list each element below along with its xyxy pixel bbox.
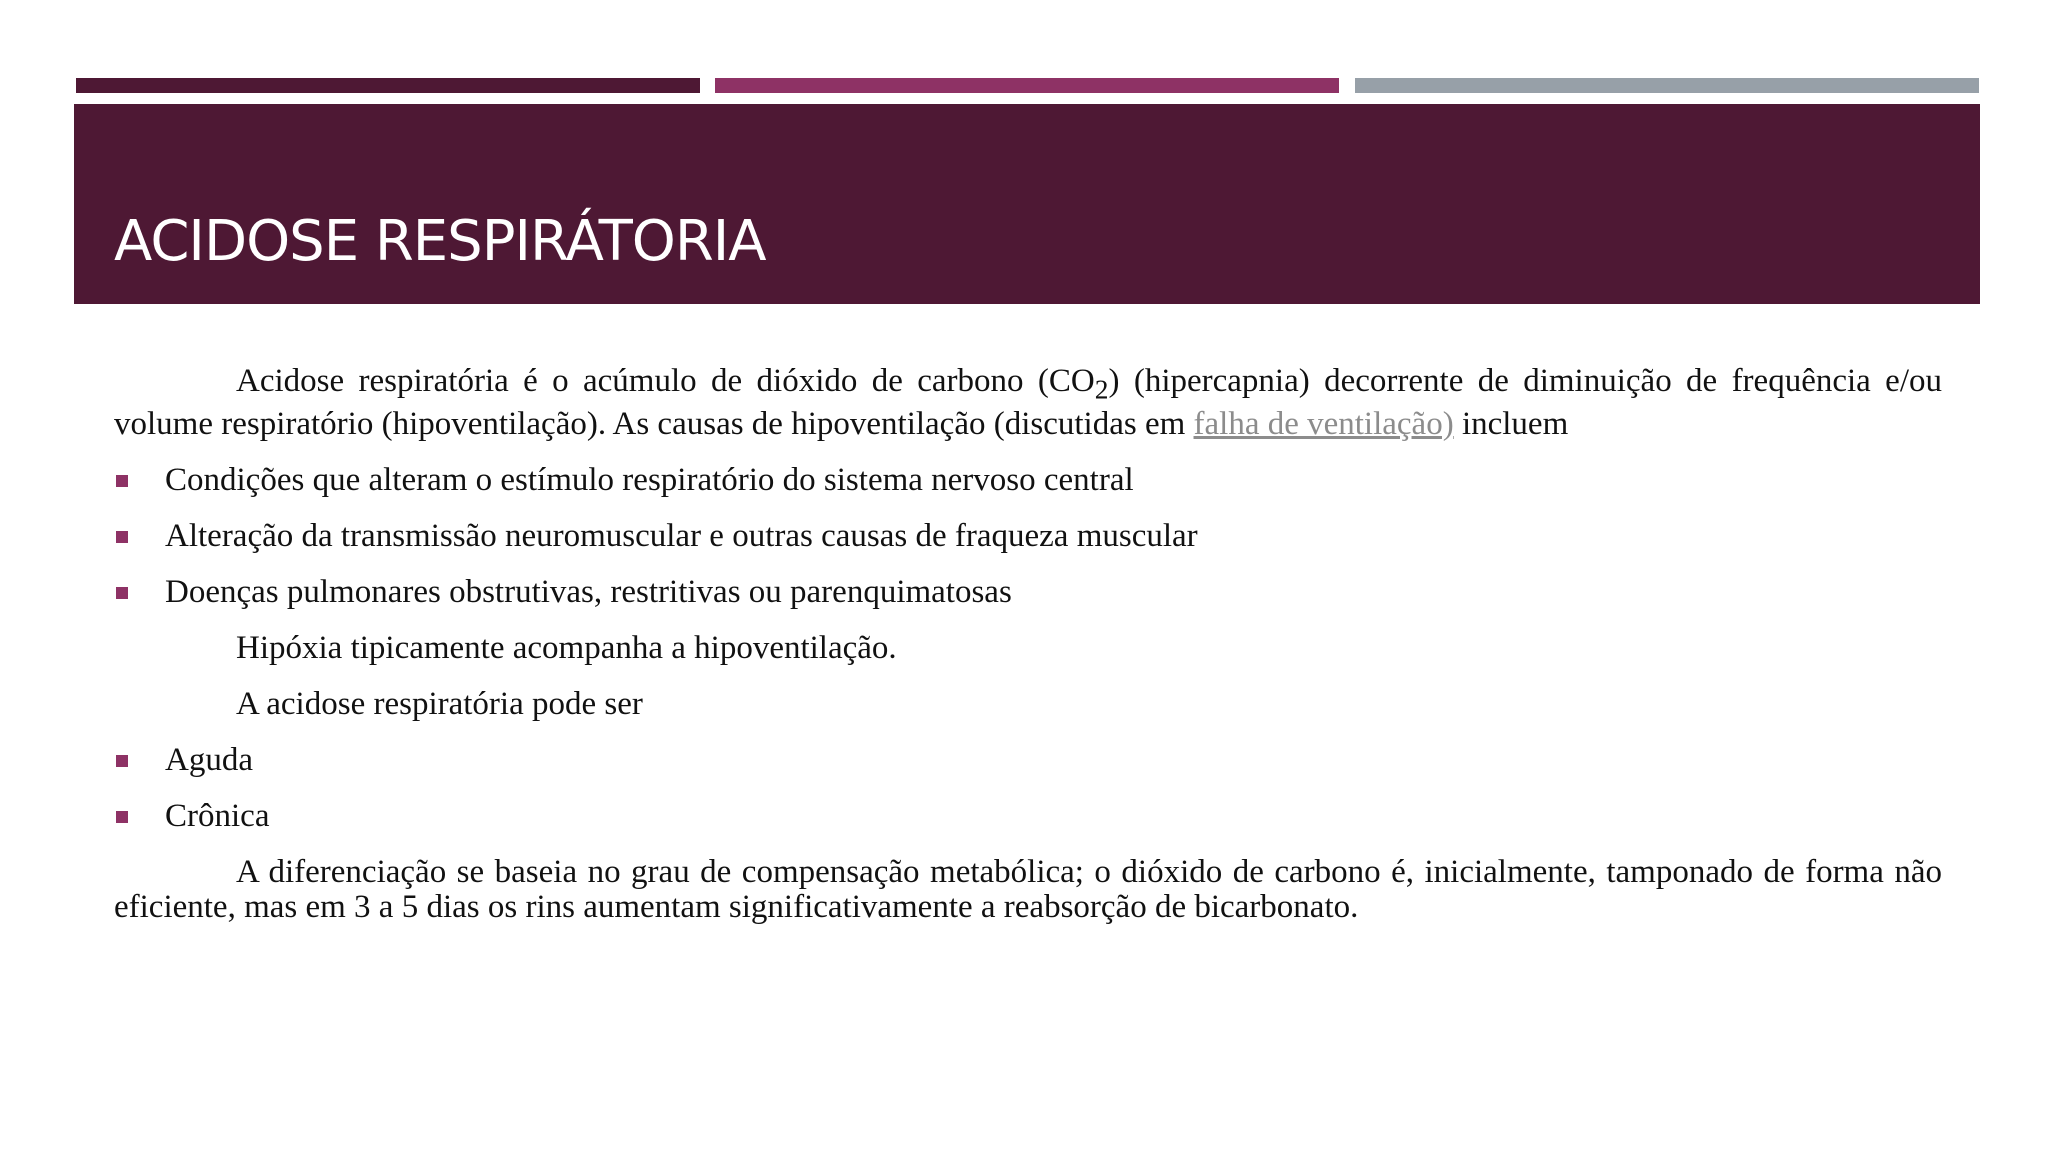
cause-text: Alteração da transmissão neuromuscular e outras causas de fraqueza muscular [165,517,1198,554]
list-item-cause [114,575,1942,610]
bullet-square-icon [116,587,128,599]
hypoxia-note: Hipóxia tipicamente acompanha a hipoventilação. [236,629,897,666]
intro-text-3: incluem [1453,405,1569,442]
closing-paragraph: A diferenciação se baseia no grau de compensação metabólica; o dióxido de carbono é, inicialmente, tamponado de forma não eficiente, mas em 3 a 5 dias os rins aumentam significativamente a reabsorção de bicarbonato. [114,853,1942,925]
list-item-type [114,743,1942,778]
ventilation-failure-link[interactable]: falha de ventilação) [1193,405,1454,442]
type-text: Aguda [165,741,253,778]
co2-subscript: 2 [1094,373,1109,405]
accent-bar-dark [76,78,700,93]
list-item-type [114,799,1942,834]
intro-text-1: Acidose respiratória é o acúmulo de dióxido de carbono (CO [236,363,1095,399]
slide-title: ACIDOSE RESPIRÁTORIA [114,209,766,274]
bullet-square-icon [116,755,128,767]
bullet-square-icon [116,475,128,487]
bullet-square-icon [116,811,128,823]
intro-text-2: ) (hipercapnia) decorrente de diminuição de frequência e/ou volume respiratório (hipoventilação). As causas de hipoventilação (discutidas em [114,363,1942,442]
accent-bar-gray [1355,78,1979,93]
type-text: Crônica [165,797,270,834]
accent-bar-magenta [715,78,1339,93]
bullet-square-icon [116,531,128,543]
types-intro: A acidose respiratória pode ser [236,685,643,722]
list-item-cause [114,463,1942,498]
slide-content [114,364,1942,925]
list-item-cause [114,519,1942,554]
intro-paragraph [114,364,1942,442]
title-band [74,104,1980,304]
cause-text: Doenças pulmonares obstrutivas, restritivas ou parenquimatosas [165,573,1012,610]
cause-text: Condições que alteram o estímulo respiratório do sistema nervoso central [165,461,1134,498]
